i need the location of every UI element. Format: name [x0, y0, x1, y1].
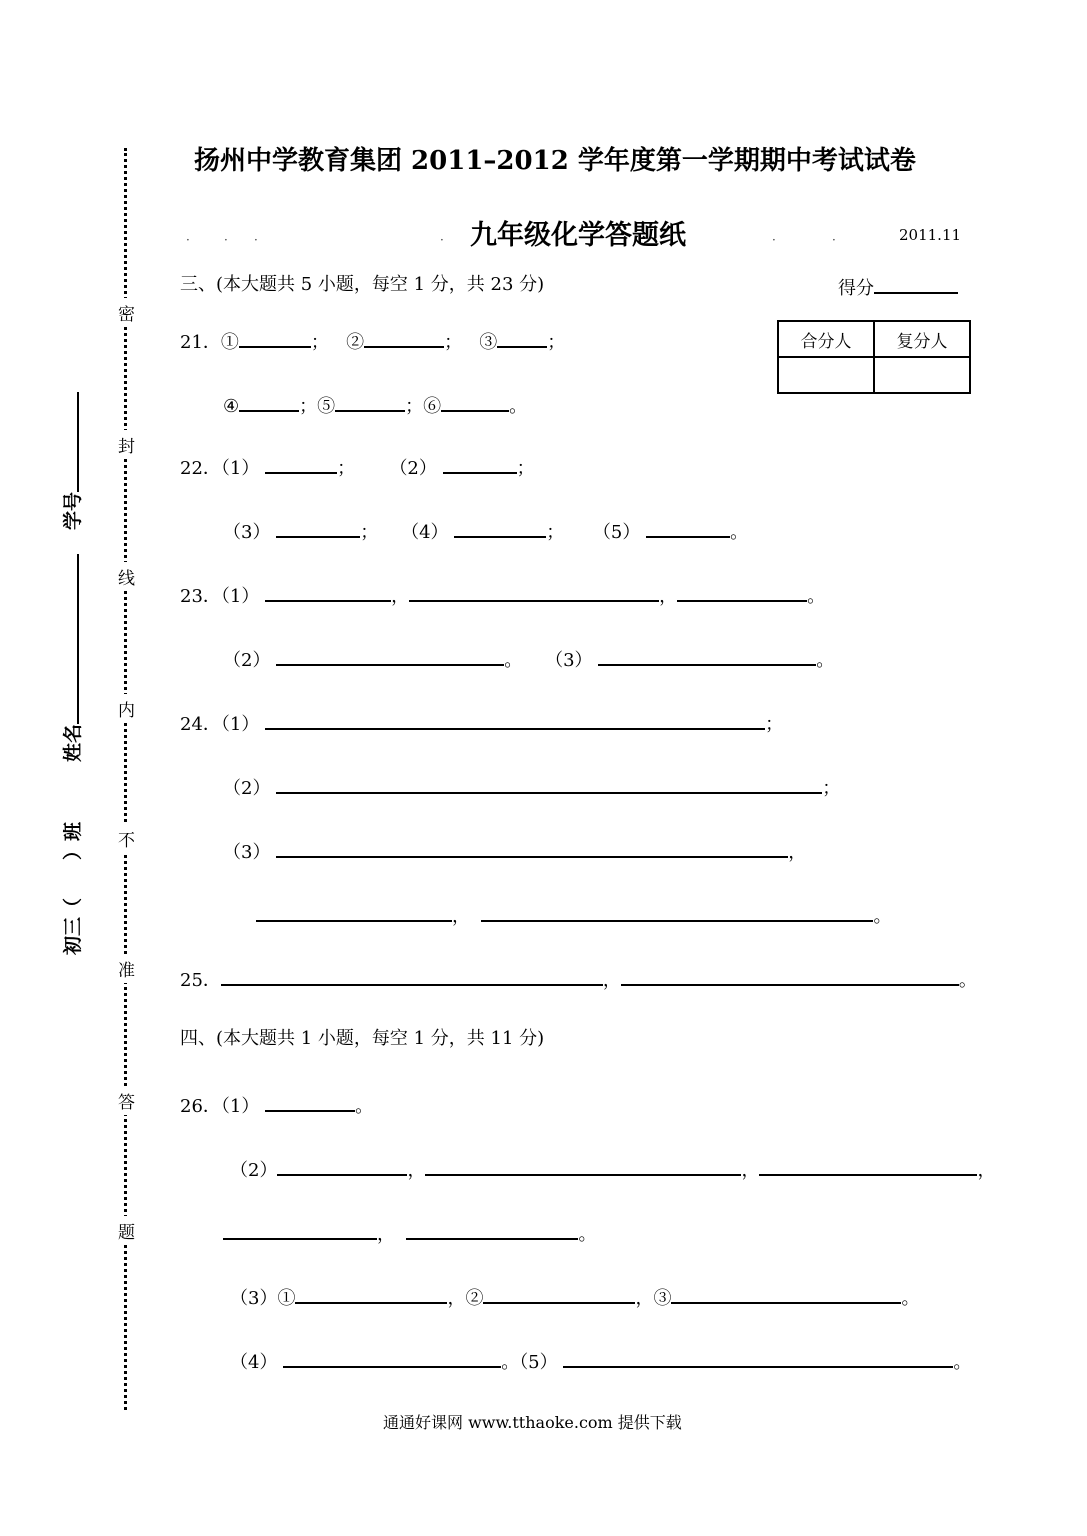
separator: ； [299, 396, 318, 417]
answer-blank[interactable] [239, 328, 311, 348]
part-label: （1） [220, 586, 260, 607]
answer-blank[interactable] [483, 1284, 635, 1304]
grader-header: 合分人 [778, 321, 874, 357]
question-number: 26． [180, 1096, 221, 1117]
question-24-line-4 [256, 902, 891, 928]
separator: ， [407, 1160, 426, 1181]
question-22-line-1 [180, 454, 535, 480]
part-label: （5） [592, 522, 641, 543]
question-22-line-2 [223, 518, 748, 544]
question-number: 22． [180, 458, 221, 479]
separator: ； [405, 396, 424, 417]
answer-blank[interactable] [671, 1284, 901, 1304]
question-24-line-2 [223, 774, 840, 800]
separator: ； [822, 778, 841, 799]
part-label: （4） [401, 522, 449, 543]
answer-blank[interactable] [277, 1156, 407, 1176]
separator: ， [741, 1160, 760, 1181]
end-mark: 。 [504, 650, 523, 671]
end-mark: 。 [953, 1352, 972, 1373]
seal-char: 不 [118, 824, 135, 853]
answer-blank[interactable] [646, 518, 730, 538]
answer-blank[interactable] [454, 518, 546, 538]
answer-blank[interactable] [759, 1156, 977, 1176]
seal-char: 线 [118, 562, 135, 591]
answer-blank[interactable] [441, 392, 509, 412]
answer-blank[interactable] [256, 902, 452, 922]
exam-title: 扬州中学教育集团 2011–2012 学年度第一学期期中考试试卷 [194, 146, 916, 176]
question-26-line-2 [230, 1156, 995, 1182]
separator: ； [546, 522, 565, 543]
answer-blank[interactable] [481, 902, 873, 922]
answer-blank[interactable] [265, 1092, 355, 1112]
name-label: 姓名 [62, 723, 84, 762]
question-26-line-5 [230, 1348, 971, 1374]
class-label: 初三（ ）班 [62, 821, 84, 955]
reviewer-header: 复分人 [874, 321, 970, 357]
part-label: （2） [223, 650, 271, 671]
answer-blank[interactable] [265, 582, 391, 602]
answer-blank[interactable] [276, 518, 360, 538]
dot-mark: · [224, 233, 228, 247]
answer-blank[interactable] [425, 1156, 741, 1176]
id-blank[interactable] [77, 392, 79, 492]
grader-cell[interactable] [778, 357, 874, 393]
blank-marker: ④ [223, 396, 240, 417]
part-label: （3） [223, 522, 271, 543]
separator: ， [788, 842, 807, 863]
separator: ； [310, 332, 329, 353]
blank-marker: ① [220, 332, 239, 353]
end-mark: 。 [501, 1352, 520, 1373]
question-24-line-3 [223, 838, 806, 864]
dot-mark: · [186, 233, 190, 247]
question-24-line-1 [180, 710, 783, 736]
blank-marker: ① [277, 1288, 296, 1309]
answer-blank[interactable] [598, 646, 816, 666]
score-label: 得分 [838, 278, 874, 299]
answer-blank[interactable] [563, 1348, 953, 1368]
answer-blank[interactable] [276, 838, 788, 858]
answer-blank[interactable] [443, 454, 517, 474]
seal-char: 答 [118, 1086, 135, 1115]
separator: ； [547, 332, 566, 353]
question-23-line-1 [180, 582, 825, 608]
answer-blank[interactable] [295, 1284, 447, 1304]
blank-marker: ③ [653, 1288, 672, 1309]
end-mark: 。 [958, 970, 977, 991]
name-blank[interactable] [77, 554, 79, 724]
footer-credit: 通通好课网 www.tthaoke.com 提供下载 [383, 1413, 682, 1432]
end-mark: 。 [578, 1224, 597, 1245]
separator: ； [444, 332, 463, 353]
end-mark: 。 [355, 1096, 374, 1117]
section-4-heading: 四、(本大题共 1 小题，每空 1 分，共 11 分) [180, 1028, 545, 1049]
answer-blank[interactable] [364, 328, 444, 348]
id-label: 学号 [62, 491, 84, 530]
dot-mark: · [440, 233, 444, 247]
part-label: （1） [220, 1096, 260, 1117]
end-mark: 。 [873, 906, 892, 927]
answer-blank[interactable] [409, 582, 659, 602]
answer-blank[interactable] [221, 966, 603, 986]
blank-marker: ③ [479, 332, 498, 353]
dot-mark: · [832, 233, 836, 247]
part-label: （5） [519, 1352, 558, 1373]
blank-marker: ⑥ [423, 396, 442, 417]
part-label: （2） [223, 778, 271, 799]
answer-blank[interactable] [283, 1348, 501, 1368]
end-mark: 。 [901, 1288, 920, 1309]
question-21-line-1 [180, 328, 565, 354]
class-field [58, 822, 85, 955]
end-mark: 。 [816, 650, 835, 671]
question-number: 21． [180, 332, 221, 353]
question-25 [180, 966, 977, 992]
separator: ， [391, 586, 410, 607]
answer-blank[interactable] [276, 774, 822, 794]
part-label: （1） [220, 458, 260, 479]
dot-mark: · [772, 233, 776, 247]
question-number: 24． [180, 714, 221, 735]
separator: ； [765, 714, 784, 735]
answer-blank[interactable] [497, 328, 547, 348]
score-field [838, 274, 958, 300]
question-26-line-3 [223, 1220, 596, 1246]
seal-char: 准 [118, 954, 135, 983]
answer-blank[interactable] [677, 582, 807, 602]
part-label: （2） [389, 458, 437, 479]
separator: ， [452, 906, 470, 927]
separator: ， [377, 1224, 395, 1245]
section-3-heading: 三、(本大题共 5 小题，每空 1 分，共 23 分) [180, 274, 545, 295]
answer-blank[interactable] [276, 646, 504, 666]
question-number: 23． [180, 586, 221, 607]
part-label: （4） [230, 1352, 278, 1373]
part-label: （1） [220, 714, 260, 735]
question-number: 25． [180, 970, 221, 991]
dot-mark: · [254, 233, 258, 247]
reviewer-cell[interactable] [874, 357, 970, 393]
part-label: （3） [545, 650, 593, 671]
grader-table [777, 320, 971, 394]
separator: ， [602, 970, 621, 991]
exam-date: 2011.11 [899, 226, 962, 244]
answer-blank[interactable] [265, 710, 765, 730]
student-id-field [58, 392, 85, 530]
end-mark: 。 [807, 586, 826, 607]
question-26-line-4 [230, 1284, 919, 1310]
seal-char: 密 [118, 298, 135, 327]
seal-char: 题 [118, 1216, 135, 1245]
score-blank[interactable] [874, 274, 958, 294]
separator: ， [635, 1288, 654, 1309]
seal-char: 封 [118, 430, 135, 459]
question-26-line-1 [180, 1092, 373, 1118]
answer-blank[interactable] [335, 392, 405, 412]
part-label: （2） [230, 1160, 278, 1181]
part-label: （3） [230, 1288, 278, 1309]
separator: ， [977, 1160, 996, 1181]
question-23-line-2 [223, 646, 834, 672]
answer-blank[interactable] [265, 454, 337, 474]
end-mark: 。 [509, 396, 528, 417]
answer-blank[interactable] [621, 966, 959, 986]
blank-marker: ② [465, 1288, 484, 1309]
separator: ， [447, 1288, 466, 1309]
separator: ； [337, 458, 356, 479]
answer-blank[interactable] [406, 1220, 578, 1240]
separator: ； [516, 458, 535, 479]
answer-blank[interactable] [239, 392, 299, 412]
answer-sheet-title: 九年级化学答题纸 [470, 220, 686, 251]
answer-blank[interactable] [223, 1220, 377, 1240]
seal-char: 内 [118, 694, 135, 723]
question-21-line-2 [223, 392, 527, 418]
blank-marker: ② [346, 332, 365, 353]
separator: ； [360, 522, 379, 543]
blank-marker: ⑤ [317, 396, 336, 417]
end-mark: 。 [730, 522, 749, 543]
part-label: （3） [223, 842, 271, 863]
separator: ， [659, 586, 678, 607]
name-field [58, 554, 85, 762]
